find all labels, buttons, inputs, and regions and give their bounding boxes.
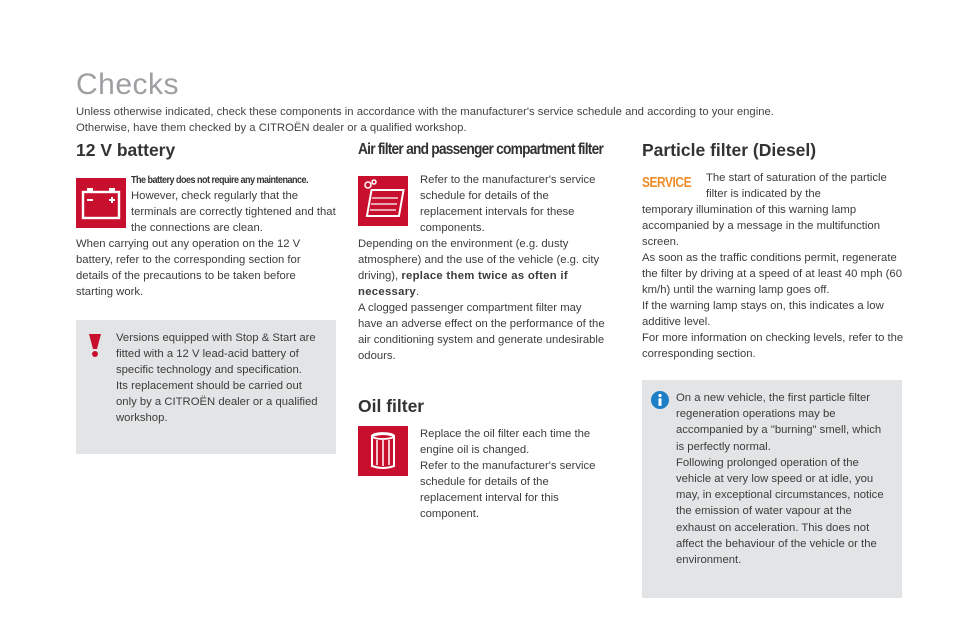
battery-note: The battery does not require any maintenance. — [131, 174, 308, 186]
air-filter-icon — [358, 176, 408, 226]
air-filter-body-start: Depending on the environment (e.g. dusty atmosphere) and the use of the vehicle (e.g. city driving), — [358, 238, 600, 282]
battery-heading: 12 V battery — [76, 140, 176, 160]
air-filter-section — [358, 138, 620, 364]
oil-filter-icon-block — [358, 426, 620, 522]
particle-filter-body-3: If the warning lamp stays on, this indicates a low additive level. — [642, 300, 884, 328]
particle-filter-icon-block — [642, 170, 904, 202]
particle-filter-info-1: On a new vehicle, the first particle filter regeneration operations may be accompanied by a "burning" smell, which is perfectly normal. — [676, 392, 882, 453]
particle-filter-body-2: As soon as the traffic conditions permit, regenerate the filter by driving at a speed of at least 40 mph (60 km/h) until the warning lamp goes off. — [642, 252, 902, 296]
battery-warning-text: Versions equipped with Stop & Start are fitted with a 12 V lead-acid battery of specific technology and specification. — [116, 332, 316, 376]
oil-filter-icon-text-2: Refer to the manufacturer's service schedule for details of the replacement interval for this component. — [420, 460, 596, 520]
air-filter-heading: Air filter and passenger compartment filter — [358, 141, 604, 158]
oil-filter-icon — [358, 426, 408, 476]
service-warning-icon — [642, 174, 704, 192]
air-filter-icon-block — [358, 172, 620, 236]
service-badge: SERVICE — [642, 175, 692, 191]
oil-filter-heading: Oil filter — [358, 396, 425, 416]
air-filter-body-2: A clogged passenger compartment filter may have an adverse effect on the performance of the air conditioning system and generate undesirable odours. — [358, 302, 605, 362]
particle-filter-icon-text: The start of saturation of the particle filter is indicated by the — [706, 172, 887, 200]
air-filter-body-bold: replace them twice as often if necessary — [358, 270, 568, 298]
oil-filter-icon-text-1: Replace the oil filter each time the engine oil is changed. — [420, 428, 591, 456]
intro-line-1: Unless otherwise indicated, check these components in accordance with the manufacturer's service schedule and according to your engine. — [76, 106, 774, 118]
intro-text — [76, 104, 906, 136]
info-icon — [650, 390, 670, 415]
intro-line-2: Otherwise, have them checked by a CITROËN dealer or a qualified workshop. — [76, 122, 467, 134]
page-title: Checks — [76, 68, 180, 101]
particle-filter-body-4: For more information on checking levels, refer to the corresponding section. — [642, 332, 904, 360]
battery-warning-text-2: Its replacement should be carried out only by a CITROËN dealer or a qualified workshop. — [116, 380, 318, 424]
particle-filter-info-2: Following prolonged operation of the vehicle at very low speed or at idle, you may, in exceptional circumstances, notice the emission of water vapour at the exhaust on acceleration. This does not affect the behaviour of the vehicle or the environment. — [676, 456, 884, 567]
particle-filter-body-1: temporary illumination of this warning lamp accompanied by a message in the multifunction screen. — [642, 204, 880, 248]
battery-icon-text: However, check regularly that the terminals are correctly tightened and that the connections are clean. — [131, 190, 336, 234]
battery-section — [76, 138, 336, 300]
warning-icon — [86, 332, 104, 363]
battery-icon-block — [76, 172, 336, 236]
particle-filter-heading: Particle filter (Diesel) — [642, 140, 817, 160]
particle-filter-info-callout — [642, 380, 902, 598]
battery-warning-callout — [76, 320, 336, 454]
air-filter-body-end: . — [415, 286, 420, 298]
particle-filter-section — [642, 138, 904, 362]
air-filter-body — [358, 236, 608, 300]
battery-icon — [76, 178, 126, 228]
battery-body: When carrying out any operation on the 12 V battery, refer to the corresponding section for details of the precautions to be taken before starting work. — [76, 238, 301, 298]
oil-filter-section — [358, 394, 620, 522]
air-filter-icon-text: Refer to the manufacturer's service schedule for details of the replacement intervals for these components. — [420, 174, 596, 234]
